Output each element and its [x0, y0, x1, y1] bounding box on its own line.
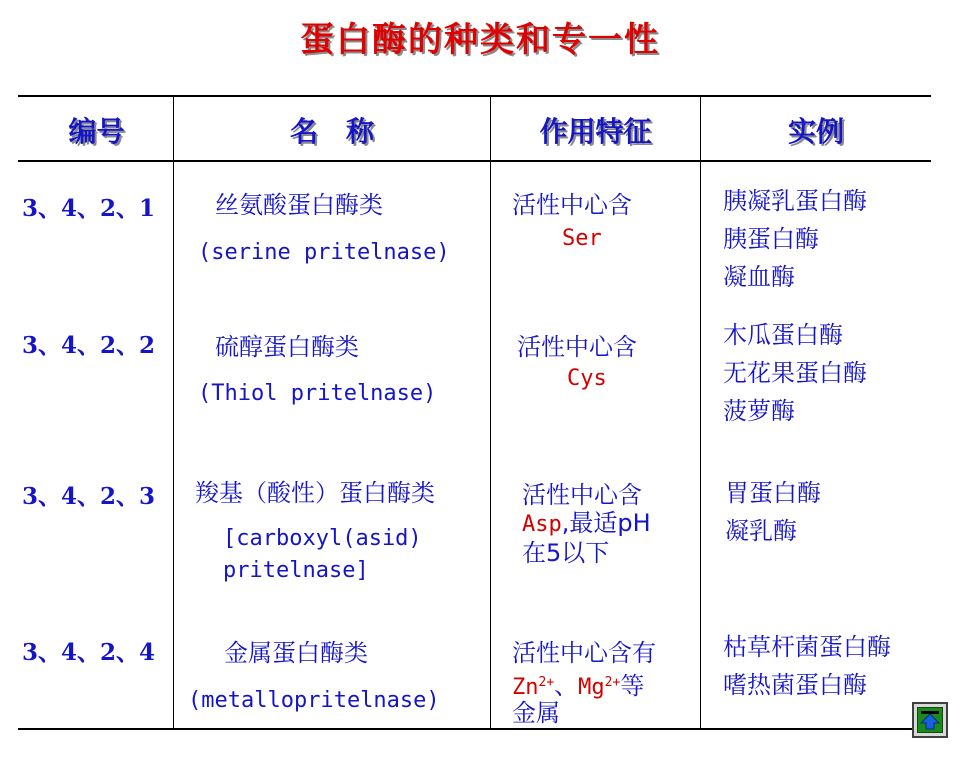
feature-line [522, 508, 651, 540]
example-item: 凝乳酶 [725, 517, 797, 545]
enzyme-name-cn: 羧基（酸性）蛋白酶类 [195, 479, 435, 507]
header-number: 编号 [68, 115, 125, 148]
enzyme-name-cn: 硫醇蛋白酶类 [215, 333, 359, 361]
enzyme-code: 3、4、2、4 [22, 639, 156, 666]
enzyme-name-cn: 金属蛋白酶类 [224, 639, 368, 667]
feature-ion: $Mg^{2+}$ [578, 675, 621, 700]
example-item: 无花果蛋白酶 [723, 359, 867, 387]
feature-text: 活性中心含 [517, 333, 637, 361]
column-divider [490, 96, 491, 730]
column-divider [173, 96, 174, 730]
feature-ion: $Zn^{2+}$ [512, 675, 555, 700]
enzyme-name-cn: 丝氨酸蛋白酶类 [215, 191, 383, 219]
example-item: 菠萝酶 [723, 397, 795, 425]
enzyme-code: 3、4、2、1 [22, 195, 156, 222]
feature-text: ,最适pH [561, 509, 651, 537]
header-name: 名 称 [289, 115, 374, 148]
enzyme-name-en: (metallopritelnase) [188, 688, 440, 713]
example-item: 嗜热菌蛋白酶 [723, 671, 867, 699]
feature-text: 活性中心含 [522, 481, 642, 509]
feature-text: 、 [554, 672, 579, 700]
example-item: 枯草杆菌蛋白酶 [723, 633, 891, 661]
feature-residue: Ser [562, 226, 602, 251]
example-item: 胃蛋白酶 [725, 479, 821, 507]
feature-text: 活性中心含 [512, 191, 632, 219]
table-bottom-rule [18, 728, 931, 730]
table-top-rule [18, 95, 931, 97]
enzyme-name-en: (Thiol pritelnase) [198, 381, 437, 406]
enzyme-name-en: [carboxyl(asid) [223, 526, 422, 551]
feature-text: 活性中心含有 [512, 639, 656, 667]
feature-residue: Asp [522, 512, 562, 537]
feature-text: 在5以下 [522, 539, 610, 567]
column-divider [700, 96, 701, 730]
example-item: 胰蛋白酶 [723, 225, 819, 253]
header-examples: 实例 [787, 115, 844, 148]
feature-text: 金属 [512, 699, 560, 727]
header-bottom-rule [18, 160, 931, 162]
enzyme-name-en: pritelnase] [223, 558, 369, 583]
page-title: 蛋白酶的种类和专一性 [300, 20, 660, 60]
home-up-icon [917, 707, 943, 733]
example-item: 木瓜蛋白酶 [723, 321, 843, 349]
header-feature: 作用特征 [539, 115, 652, 148]
home-up-button[interactable] [912, 702, 948, 738]
enzyme-code: 3、4、2、3 [22, 483, 156, 510]
enzyme-name-en: (serine pritelnase) [198, 240, 450, 265]
example-item: 凝血酶 [723, 263, 795, 291]
example-item: 胰凝乳蛋白酶 [723, 187, 867, 215]
feature-residue: Cys [567, 366, 607, 391]
feature-text: 等 [620, 672, 645, 700]
enzyme-code: 3、4、2、2 [22, 332, 156, 359]
